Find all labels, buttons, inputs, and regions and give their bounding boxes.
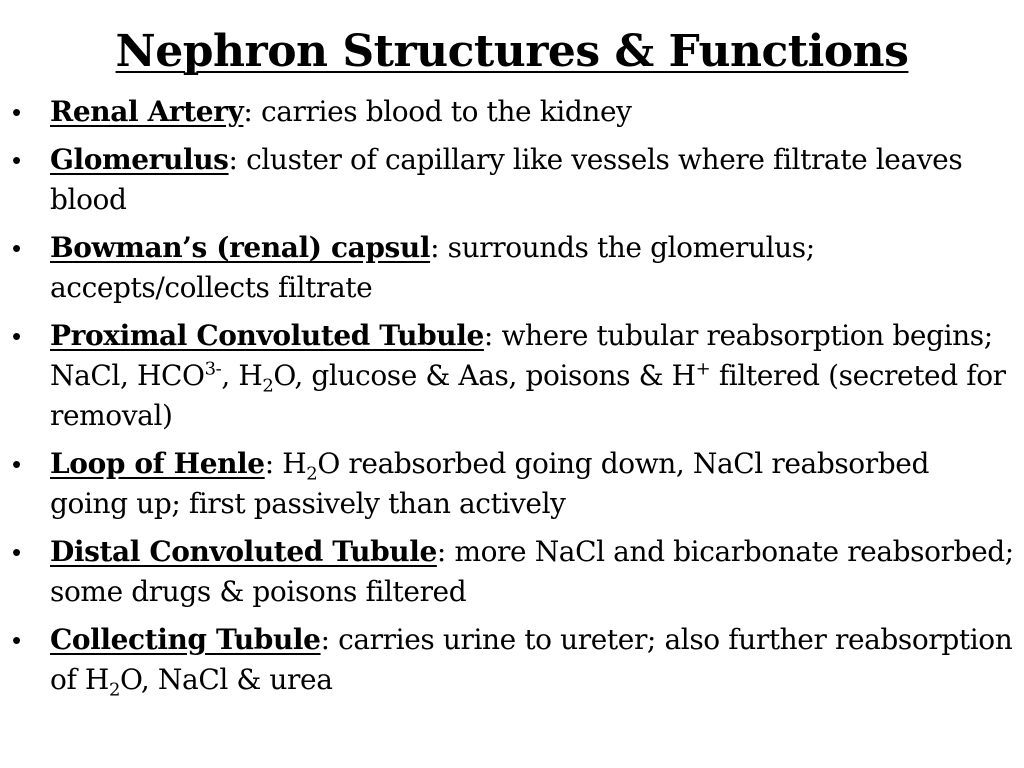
definition-text: , H — [221, 359, 263, 392]
bullet-icon: • — [12, 449, 21, 479]
term-label: Proximal Convoluted Tubule — [50, 319, 484, 352]
list-item-collecting-tubule — [0, 620, 1015, 700]
definition-text: cluster of capillary like vessels where filtrate leaves blood — [50, 143, 963, 216]
bullet-icon: • — [12, 321, 21, 351]
definition-text: O, NaCl & urea — [120, 663, 333, 696]
definition-text: where tubular reabsorption begins; NaCl, HCO — [50, 319, 993, 392]
term-label: Collecting Tubule — [50, 623, 321, 656]
subscript-count: 2 — [306, 463, 318, 485]
bullet-list — [0, 92, 1015, 708]
slide-title: Nephron Structures & Functions — [115, 26, 909, 77]
subscript-count: 2 — [108, 679, 121, 701]
term-separator: : — [228, 143, 247, 176]
term-separator: : — [483, 319, 502, 352]
definition-text: filtered (secreted for removal) — [50, 359, 1006, 432]
bullet-icon: • — [12, 537, 21, 567]
list-item-bowmans-capsule — [0, 228, 1015, 308]
list-item-renal-artery — [0, 92, 1015, 132]
term-label: Glomerulus — [50, 143, 229, 176]
definition-text: O, glucose & Aas, poisons & H — [273, 359, 696, 392]
list-item-proximal-convoluted-tubule — [0, 316, 1015, 436]
term-separator: : — [243, 95, 261, 128]
subscript-count: 2 — [262, 375, 274, 397]
superscript-charge: + — [695, 358, 711, 380]
definition-text: O reabsorbed going down, NaCl reabsorbed going up; first passively than actively — [50, 447, 929, 520]
bullet-icon: • — [12, 97, 21, 127]
term-label: Loop of Henle — [50, 447, 265, 480]
definition-text: carries blood to the kidney — [260, 95, 632, 128]
list-item-glomerulus — [0, 140, 1015, 220]
superscript-charge: 3- — [204, 358, 222, 380]
bullet-icon: • — [12, 233, 21, 263]
list-item-loop-of-henle — [0, 444, 1015, 524]
term-separator: : — [430, 231, 448, 264]
definition-text: more NaCl and bicarbonate reabsorbed; some drugs & poisons filtered — [50, 535, 1014, 608]
term-label: Renal Artery — [50, 95, 244, 128]
term-separator: : — [264, 447, 283, 480]
term-label: Distal Convoluted Tubule — [50, 535, 437, 568]
definition-text: surrounds the glomerulus; accepts/collects filtrate — [50, 231, 815, 304]
term-label: Bowman’s (renal) capsul — [50, 231, 431, 264]
term-separator: : — [320, 623, 339, 656]
bullet-icon: • — [12, 145, 21, 175]
term-separator: : — [436, 535, 455, 568]
list-item-distal-convoluted-tubule — [0, 532, 1015, 612]
definition-text: carries urine to ureter; also further reabsorption of H — [50, 623, 1013, 696]
definition-text: H — [282, 447, 307, 480]
bullet-icon: • — [12, 625, 21, 655]
